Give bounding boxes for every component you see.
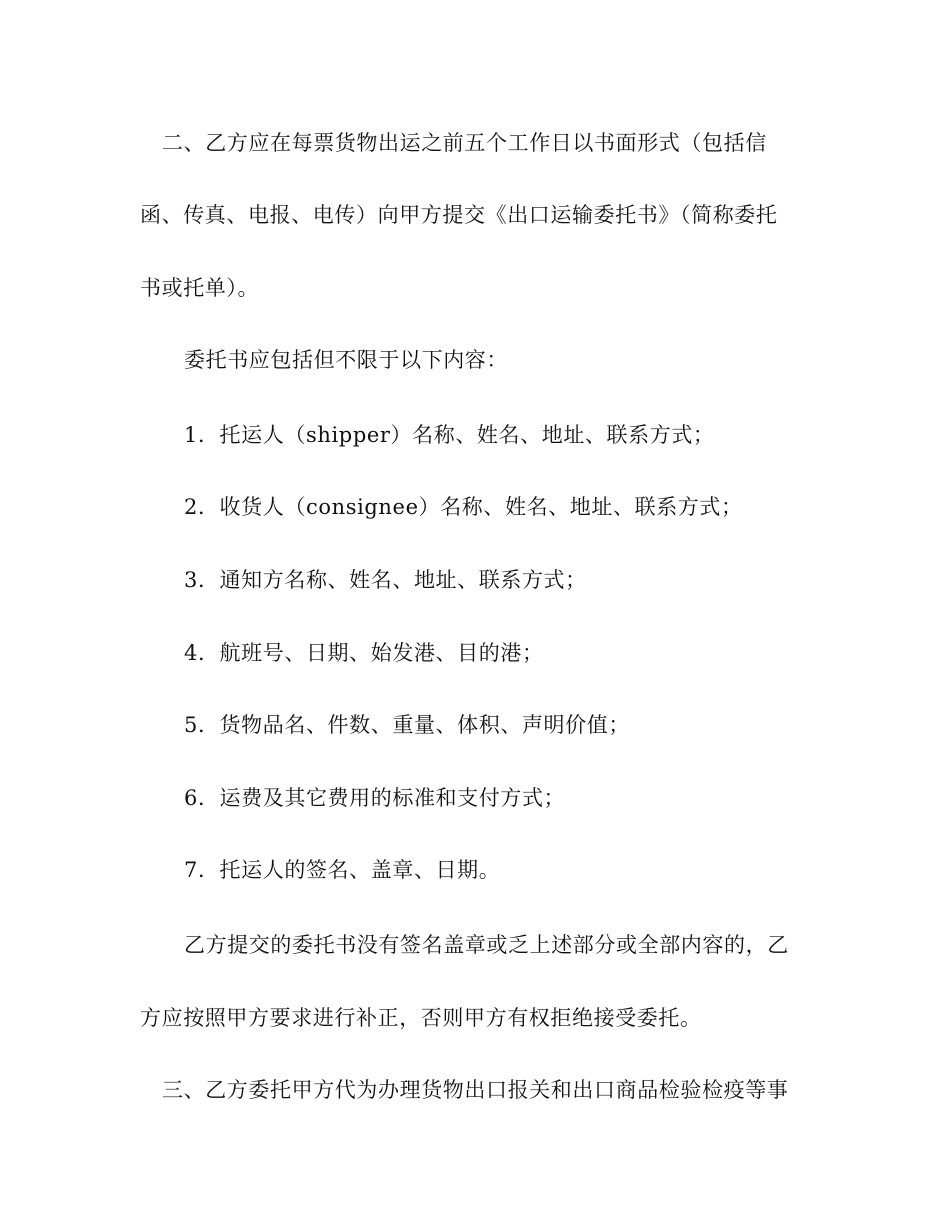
list-item-2: 2．收货人（consignee）名称、姓名、地址、联系方式； [184, 495, 743, 519]
list-item-4: 4．航班号、日期、始发港、目的港； [184, 641, 544, 665]
list-item-3: 3．通知方名称、姓名、地址、联系方式； [184, 568, 587, 592]
entrust-contents-intro: 委托书应包括但不限于以下内容： [184, 348, 508, 372]
clause-2-line-3: 书或托单）。 [140, 276, 260, 300]
correction-paragraph-line-1: 乙方提交的委托书没有签名盖章或乏上述部分或全部内容的，乙 [184, 933, 789, 957]
clause-2-line-2: 函、传真、电报、电传）向甲方提交《出口运输委托书》（简称委托 [140, 203, 778, 227]
list-item-7: 7．托运人的签名、盖章、日期。 [184, 858, 501, 882]
list-item-6: 6．运费及其它费用的标准和支付方式； [184, 786, 566, 810]
clause-3-line-1: 三、乙方委托甲方代为办理货物出口报关和出口商品检验检疫等事 [162, 1078, 789, 1102]
list-item-5: 5．货物品名、件数、重量、体积、声明价值； [184, 713, 630, 737]
list-item-1: 1．托运人（shipper）名称、姓名、地址、联系方式； [184, 423, 715, 447]
correction-paragraph-line-2: 方应按照甲方要求进行补正，否则甲方有权拒绝接受委托。 [140, 1006, 702, 1030]
clause-2-line-1: 二、乙方应在每票货物出运之前五个工作日以书面形式（包括信 [162, 131, 767, 155]
